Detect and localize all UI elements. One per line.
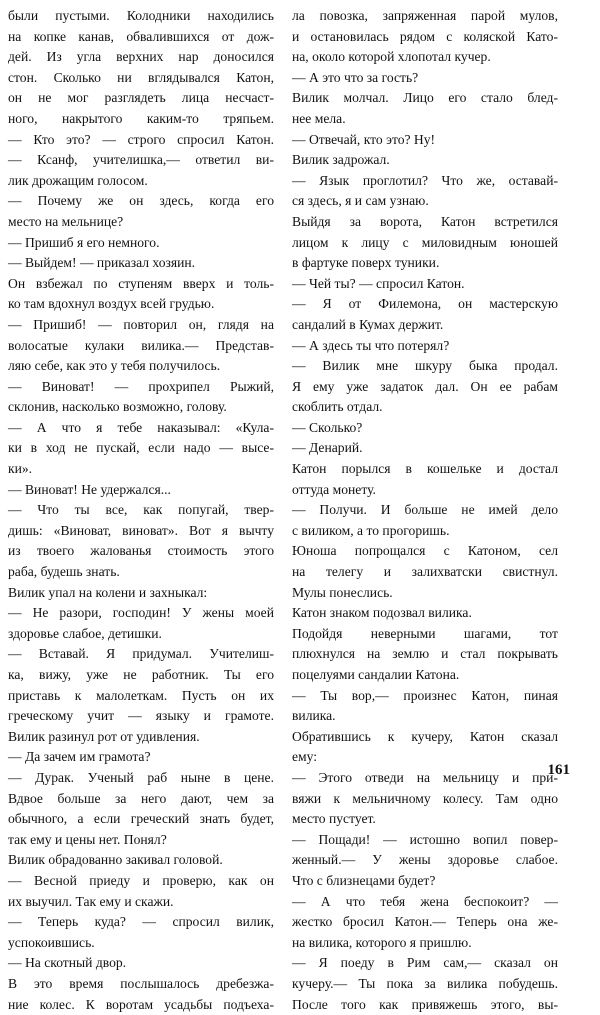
right-column-line: — Денарий. (292, 438, 558, 459)
right-column-line: — Сколько? (292, 418, 558, 439)
right-column-line: — А это что за гость? (292, 68, 558, 89)
right-column-line: Подойдя неверными шагами, тот (292, 624, 558, 645)
left-column-line: — Пришиб! — повторил он, глядя на (8, 315, 274, 336)
left-column-line: место на мельнице? (8, 212, 274, 233)
left-column-line: он не мог разглядеть лица несчаст- (8, 88, 274, 109)
left-column-line: ляю себе, как это у тебя получилось. (8, 356, 274, 377)
right-column-line: Мулы понеслись. (292, 583, 558, 604)
right-column-line: — Я поеду в Рим сам,— сказал он (292, 953, 558, 974)
left-column-line: — А что я тебе наказывал: «Кула- (8, 418, 274, 439)
right-column-line: Вилик молчал. Лицо его стало блед- (292, 88, 558, 109)
right-column-line: — Вилик мне шкуру быка продал. (292, 356, 558, 377)
left-column-line: — Пришиб я его немного. (8, 233, 274, 254)
right-column-line: Что с близнецами будет? (292, 871, 558, 892)
left-column-line: обычного, а если греческий знать будет, (8, 809, 274, 830)
left-column-line: — Что ты все, как попугай, твер- (8, 500, 274, 521)
right-column-line: поцелуями сандалии Катона. (292, 665, 558, 686)
right-text-column (292, 6, 558, 1015)
left-column-line: — Виноват! Не удержался... (8, 480, 274, 501)
right-column-line: место пустует. (292, 809, 558, 830)
left-column-line: — Да зачем им грамота? (8, 747, 274, 768)
left-column-line: В это время послышалось дребезжа- (8, 974, 274, 995)
right-column-line: — Получи. И больше не имей дело (292, 500, 558, 521)
left-column-line: их выучил. Так ему и скажи. (8, 892, 274, 913)
right-column-line: Обратившись к кучеру, Катон сказал (292, 727, 558, 748)
right-column-line: нее мела. (292, 109, 558, 130)
left-column-line: Вилик упал на колени и захныкал: (8, 583, 274, 604)
right-column-line: кучеру.— Ты пока за вилика побудешь. (292, 974, 558, 995)
right-column-line: — Чей ты? — спросил Катон. (292, 274, 558, 295)
right-column-line: на вилика, которого я пришлю. (292, 933, 558, 954)
right-column-line: Вилик задрожал. (292, 150, 558, 171)
left-column-line: Он взбежал по ступеням вверх и толь- (8, 274, 274, 295)
right-column-line: Юноша попрощался с Катоном, сел (292, 541, 558, 562)
left-column-line: из твоего жалованья стоимость этого (8, 541, 274, 562)
right-column-line: и остановилась рядом с коляской Като- (292, 27, 558, 48)
right-column-line: — А что тебя жена беспокоит? — (292, 892, 558, 913)
left-column-line: — Дурак. Ученый раб ныне в цене. (8, 768, 274, 789)
left-column-line: ка, вижу, уже не работник. Ты его (8, 665, 274, 686)
right-column-line: — Я от Филемона, он мастерскую (292, 294, 558, 315)
right-column-line: сандалий в Кумах держит. (292, 315, 558, 336)
right-column-line: оттуда монету. (292, 480, 558, 501)
left-column-line: — Выйдем! — приказал хозяин. (8, 253, 274, 274)
right-column-line: — Пощади! — истошно вопил повер- (292, 830, 558, 851)
left-column-line: дей. Из угла верхних нар доносился (8, 47, 274, 68)
left-column-line: Вилик разинул рот от удивления. (8, 727, 274, 748)
right-column-line: ся здесь, я и сам узнаю. (292, 191, 558, 212)
left-column-line: ки в ход не пускай, если надо — высе- (8, 438, 274, 459)
left-column-line: стон. Сколько ни вглядывался Катон, (8, 68, 274, 89)
right-column-line: плюхнулся на землю и стал покрывать (292, 644, 558, 665)
right-column-line: Я ему уже задаток дал. Он ее рабам (292, 377, 558, 398)
right-column-line: лицом к лицу с миловидным юношей (292, 233, 558, 254)
right-column-line: — А здесь ты что потерял? (292, 336, 558, 357)
left-column-line: греческому учит — языку и грамоте. (8, 706, 274, 727)
left-column-line: ного, накрытого каким-то тряпьем. (8, 109, 274, 130)
right-column-line: Катон знаком подозвал вилика. (292, 603, 558, 624)
left-column-line: — Не разори, господин! У жены моей (8, 603, 274, 624)
right-column-line: вилика. (292, 706, 558, 727)
right-column-line: — Отвечай, кто это? Ну! (292, 130, 558, 151)
page-number: 161 (510, 762, 570, 779)
left-column-line: дишь: «Виноват, виноват». Вот я вычту (8, 521, 274, 542)
left-column-line: — Виноват! — прохрипел Рыжий, (8, 377, 274, 398)
left-column-line: Вилик обрадованно закивал головой. (8, 850, 274, 871)
right-column-line: вяжи к мельничному колесу. Там одно (292, 789, 558, 810)
left-column-line: — Кто это? — строго спросил Катон. (8, 130, 274, 151)
left-column-line: ко там вдохнул воздух всей грудью. (8, 294, 274, 315)
left-column-line: — На скотный двор. (8, 953, 274, 974)
left-column-line: лик дрожащим голосом. (8, 171, 274, 192)
right-column-line: Выйдя за ворота, Катон встретился (292, 212, 558, 233)
right-column-line: жестко бросил Катон.— Теперь она же- (292, 912, 558, 933)
right-column-line: ему: (292, 747, 558, 768)
left-column-line: — Ксанф, учителишка,— ответил ви- (8, 150, 274, 171)
left-column-line: волосатые кулаки вилика.— Представ- (8, 336, 274, 357)
left-text-column (8, 6, 274, 1015)
right-column-line: скоблить отдал. (292, 397, 558, 418)
left-column-line: приставь к малолеткам. Пусть он их (8, 686, 274, 707)
right-column-line: — Ты вор,— произнес Катон, пиная (292, 686, 558, 707)
right-column-line: с виликом, а то прогоришь. (292, 521, 558, 542)
left-column-line: здоровье слабое, детишки. (8, 624, 274, 645)
left-column-line: склонив, насколько возможно, голову. (8, 397, 274, 418)
left-column-line: раба, будешь знать. (8, 562, 274, 583)
right-column-line: ла повозка, запряженная парой мулов, (292, 6, 558, 27)
left-column-line: Вдвое больше за него дают, чем за (8, 789, 274, 810)
left-column-line: были пустыми. Колодники находились (8, 6, 274, 27)
right-column-line: — Этого отведи на мельницу и при- (292, 768, 558, 789)
left-column-line: — Весной приеду и проверю, как он (8, 871, 274, 892)
right-column-line: После того как привяжешь этого, вы- (292, 995, 558, 1015)
right-column-line: на, около которой хлопотал кучер. (292, 47, 558, 68)
right-column-line: женный.— У жены здоровье слабое. (292, 850, 558, 871)
left-column-line: ние колес. К воротам усадьбы подъеха- (8, 995, 274, 1015)
left-column-line: — Почему же он здесь, когда его (8, 191, 274, 212)
left-column-line: ки». (8, 459, 274, 480)
left-column-line: — Теперь куда? — спросил вилик, (8, 912, 274, 933)
right-column-line: Катон порылся в кошельке и достал (292, 459, 558, 480)
right-column-line: на телегу и залихватски свистнул. (292, 562, 558, 583)
right-column-line: — Язык проглотил? Что же, оставай- (292, 171, 558, 192)
right-column-line: в фартуке поверх туники. (292, 253, 558, 274)
left-column-line: на копке канав, обвалившихся от дож- (8, 27, 274, 48)
left-column-line: так ему и цены нет. Понял? (8, 830, 274, 851)
left-column-line: успокоившись. (8, 933, 274, 954)
left-column-line: — Вставай. Я придумал. Учителиш- (8, 644, 274, 665)
